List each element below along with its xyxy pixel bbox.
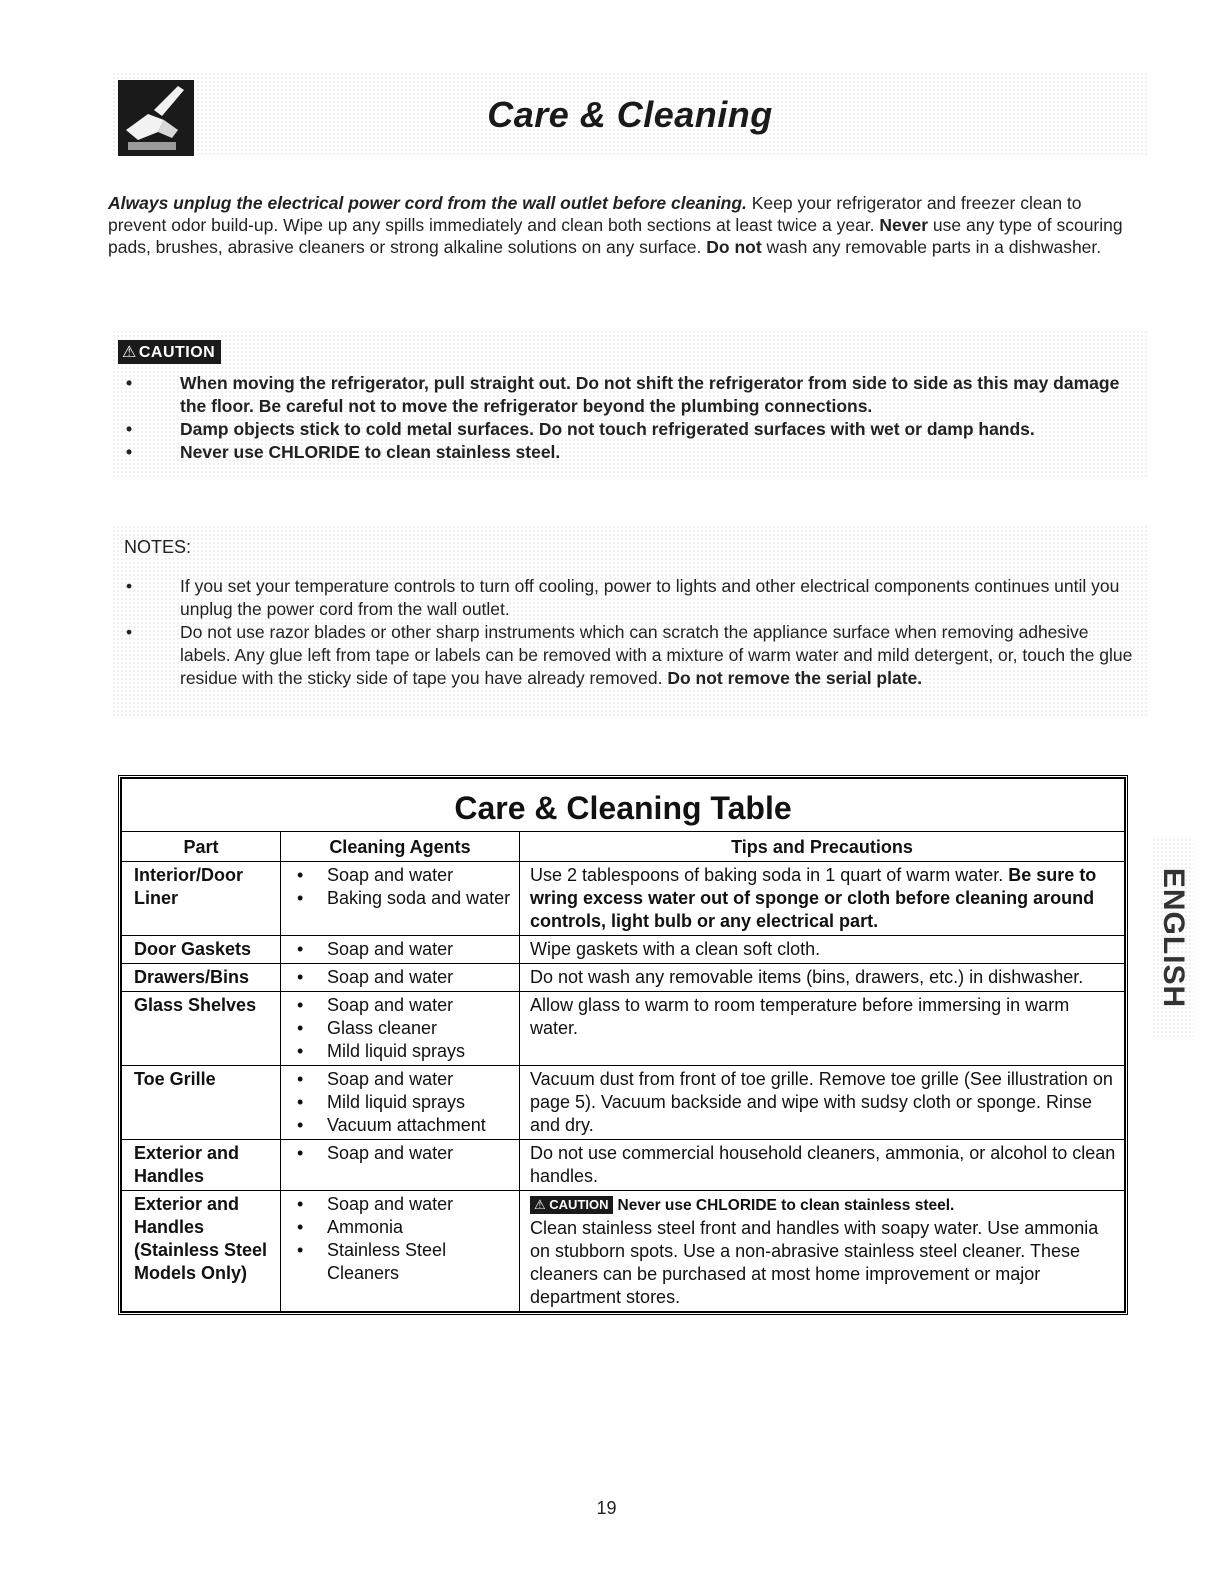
agents-cell: [281, 936, 520, 964]
agent-item: • Vacuum attachment: [289, 1114, 511, 1137]
language-tab: [1152, 838, 1194, 1038]
notes-heading: NOTES:: [124, 537, 192, 557]
tips-cell: Do not wash any removable items (bins, drawers, etc.) in dishwasher.: [520, 964, 1125, 992]
agents-cell: [281, 992, 520, 1066]
table-title: Care & Cleaning Table: [122, 779, 1125, 832]
agents-cell: [281, 1066, 520, 1140]
table-row: [122, 1140, 1125, 1191]
tips-bold: Be sure to wring excess water out of sponge or cloth before cleaning around controls, light bulb or any electrical part.: [530, 865, 1097, 931]
part-cell: Drawers/Bins: [122, 964, 281, 992]
tips-cell: Allow glass to warm to room temperature before immersing in warm water.: [520, 992, 1125, 1066]
caution-badge: ⚠ CAUTION: [530, 1196, 613, 1214]
notes-box: [112, 525, 1148, 717]
warning-triangle-icon: ⚠: [122, 344, 137, 361]
row-caution-text: Never use CHLORIDE to clean stainless steel.: [617, 1197, 955, 1214]
header-part: Part: [122, 832, 281, 862]
language-tab-label: ENGLISH: [1157, 867, 1190, 1009]
tips-cell: Do not use commercial household cleaners, ammonia, or alcohol to clean handles.: [520, 1140, 1125, 1191]
agent-item: • Stainless Steel Cleaners: [289, 1239, 511, 1285]
intro-do-not: Do not: [706, 237, 762, 257]
agent-item: • Soap and water: [289, 994, 511, 1017]
note-item: • Do not use razor blades or other sharp instruments which can scratch the appliance surface when removing adhesive labels. Any glue left from tape or labels can be removed with a mixture of warm water and mild detergent, or, touch the glue residue with the sticky side of tape you have already removed. Do not remove the serial plate.: [112, 621, 1142, 690]
page-number: 19: [596, 1498, 617, 1518]
agents-cell: [281, 1140, 520, 1191]
intro-text-3: wash any removable parts in a dishwasher.: [761, 237, 1102, 257]
agent-item: • Soap and water: [289, 1193, 511, 1216]
part-cell: Exterior and Handles: [122, 1140, 281, 1191]
caution-item: • Never use CHLORIDE to clean stainless steel.: [112, 441, 1142, 464]
note-item: • If you set your temperature controls to turn off cooling, power to lights and other electrical components continues until you unplug the power cord from the wall outlet.: [112, 575, 1142, 621]
table-row: [122, 992, 1125, 1066]
intro-never: Never: [879, 215, 929, 235]
intro-text-2: use any type of scouring pads, brushes, abrasive cleaners or strong alkaline solutions on any surface.: [108, 215, 1123, 257]
part-cell: Exterior and Handles (Stainless Steel Models Only): [122, 1191, 281, 1312]
part-cell: Interior/Door Liner: [122, 862, 281, 936]
agent-item: • Soap and water: [289, 864, 511, 887]
caution-item: • Damp objects stick to cold metal surfaces. Do not touch refrigerated surfaces with wet or damp hands.: [112, 418, 1142, 441]
table-row: [122, 1191, 1125, 1312]
part-cell: Glass Shelves: [122, 992, 281, 1066]
section-header: [112, 72, 1148, 157]
tips-cell: Use 2 tablespoons of baking soda in 1 quart of warm water. Be sure to wring excess water out of sponge or cloth before cleaning around controls, light bulb or any electrical part.: [520, 862, 1125, 936]
intro-text-1: Keep your refrigerator and freezer clean to prevent odor build-up. Wipe up any spills immediately and clean both sections at least twice a year.: [108, 193, 1082, 235]
table-row: [122, 964, 1125, 992]
caution-box: [112, 330, 1148, 478]
agent-item: • Soap and water: [289, 1142, 511, 1165]
caution-list: [112, 372, 1142, 464]
care-cleaning-table-frame: [118, 775, 1128, 1315]
agent-item: • Mild liquid sprays: [289, 1091, 511, 1114]
header-agents: Cleaning Agents: [281, 832, 520, 862]
agent-item: • Soap and water: [289, 966, 511, 989]
table-row: [122, 936, 1125, 964]
header-tips: Tips and Precautions: [520, 832, 1125, 862]
table-row: [122, 862, 1125, 936]
agent-item: • Baking soda and water: [289, 887, 511, 910]
tips-cell: ⚠ CAUTION Never use CHLORIDE to clean stainless steel. Clean stainless steel front and handles with soapy water. Use ammonia on stubborn spots. Use a non-abrasive stainless steel cleaner. These cleaners can be purchased at most home improvement or major department stores.: [520, 1191, 1125, 1312]
tips-cell: Vacuum dust from front of toe grille. Remove toe grille (See illustration on page 5). Vacuum backside and wipe with sudsy cloth or sponge. Rinse and dry.: [520, 1066, 1125, 1140]
agent-item: • Soap and water: [289, 1068, 511, 1091]
agents-cell: [281, 1191, 520, 1312]
agents-cell: [281, 862, 520, 936]
page-title: Care & Cleaning: [487, 94, 773, 135]
agent-item: • Glass cleaner: [289, 1017, 511, 1040]
caution-badge: ⚠ CAUTION: [118, 340, 221, 364]
agent-item: • Soap and water: [289, 938, 511, 961]
table-row: [122, 1066, 1125, 1140]
intro-warning: Always unplug the electrical power cord from the wall outlet before cleaning.: [108, 193, 747, 213]
agent-item: • Ammonia: [289, 1216, 511, 1239]
part-cell: Toe Grille: [122, 1066, 281, 1140]
row-caution-line: [530, 1193, 1116, 1217]
notes-list: [112, 575, 1142, 690]
agents-cell: [281, 964, 520, 992]
part-cell: Door Gaskets: [122, 936, 281, 964]
note-bold: Do not remove the serial plate.: [667, 668, 923, 688]
caution-item: • When moving the refrigerator, pull straight out. Do not shift the refrigerator from side to side as this may damage the floor. Be careful not to move the refrigerator beyond the plumbing connections.: [112, 372, 1142, 418]
tips-cell: Wipe gaskets with a clean soft cloth.: [520, 936, 1125, 964]
table-header-row: [122, 832, 1125, 862]
care-cleaning-table: [121, 778, 1125, 1312]
intro-paragraph: [108, 192, 1138, 258]
agent-item: • Mild liquid sprays: [289, 1040, 511, 1063]
